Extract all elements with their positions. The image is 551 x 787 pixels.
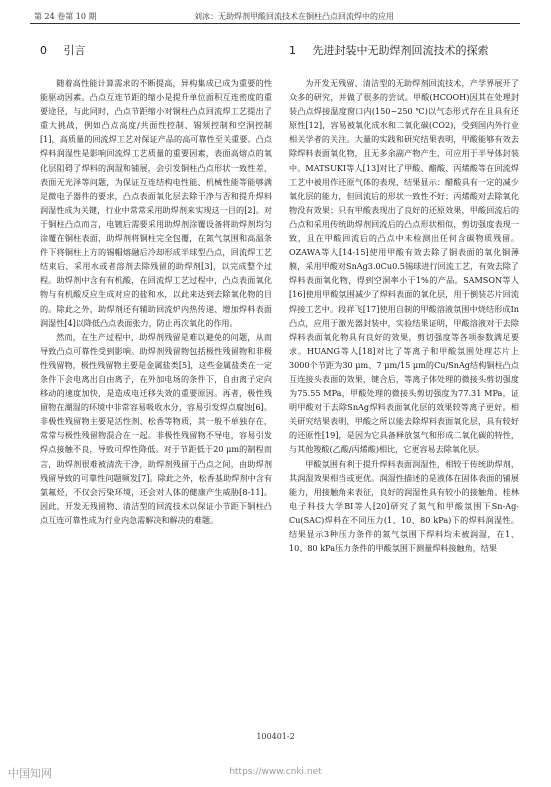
running-title: 刘冰：无助焊剂甲酸回流技术在铜柱凸点回流焊中的应用 [194,12,394,21]
section-title: 先进封装中无助焊剂回流技术的探索 [312,44,489,57]
left-column [40,44,272,527]
page-number: 100401-2 [256,732,295,741]
body-paragraph: 甲酸氛围有利于提升焊料表面润湿性，相较于传统助焊剂，其润湿效果相当或更优。润湿性描述的是液体在固体表面的铺展能力，用接触角来表征，良好的润湿性具有较小的接触角。桂林电子科技大学BI等人[20]研究了氮气和甲酸氛围下Sn-Ag-Cu(SAC)焊料在不同压力(1、10、80 kPa)下的焊料润湿性。结果显示3种压力条件的氮气氛围下焊料均未被润湿，在1、10、80 kPa压力条件的甲酸氛围下测量焊料接触角，结果 [289,458,519,554]
right-column [289,44,519,555]
section-number: 1 [289,44,296,57]
cnki-logo: 中国知网 [8,767,52,780]
section-heading-fluxless-reflow [289,44,519,58]
section-heading-introduction [40,44,272,58]
header-rule [30,23,520,24]
body-paragraph: 然而，在生产过程中，助焊剂残留是难以避免的问题，从而导致凸点可靠性受到影响。助焊剂残留物包括极性残留物和非极性残留物，极性残留物主要是金属盐类[5]，这些金属盐类在一定条件下会电离出自由离子，在外加电场的条件下，自由离子定向移动的速度加快，是造成电迁移失效的重要原因。再者，极性残留物在潮湿的环境中非常容易吸收水分，容易引发焊点腐蚀[6]。非极性残留物主要是活性剂、松香等物质，其一般不单独存在，常常与极性残留物混合在一起。非极性残留物不导电，容易引发焊点接触不良，导致可焊性降低。对于节距低于20 μm的制程而言，助焊剂很难被清洗干净，助焊剂残留于凸点之间，由助焊剂残留导致的可靠性问题频发[7]。除此之外，松香基助焊剂中含有氯氟烃，不仅会污染环境，还会对人体的健康产生威胁[8-11]。因此，开发无残留物、清洁型的回流技术以保证小节距下铜柱凸点互连可靠性成为行业内急需解决和解决的难题。 [40,331,272,525]
section-title: 引言 [63,44,86,57]
footer-url[interactable]: https://www.cnki.net [229,767,322,777]
section-number: 0 [40,44,47,57]
body-paragraph: 为开发无残留、清洁型的无助焊剂回流技术，产学界展开了众多的研究，并做了很多的尝试。甲酸(HCOOH)因其在处理封装凸点焊接温度窗口内(150~250 ℃)以气态形式存在且具有还原性[12]，容易被氧化成水和二氧化碳(CO2)，受到国内外行业相关学者的关注。大量的实践和研究结果表明，甲酸能够有效去除焊料表面氧化物，且无多余副产物产生，可应用于半导体封装中。MATSUKI等人[13]对比了甲酸、醋酸、丙烯酸等在回流焊工艺中被用作还原气体的表现，结果显示：醋酸具有一定的减少氧化层的能力，但回流后的形状一致性不好；丙烯酸对去除氧化物没有效果；只有甲酸表现出了良好的还原效果，甲酸回流后的凸点和采用传统助焊剂回流后的凸点形状相似，剪切强度表现一致，且在甲酸回流后的凸点中未检测出任何含碳物质残留。OZAWA等人[14-15]使用甲酸有效去除了铜表面的氧化铜薄膜，采用甲酸对SnAg3.0Cu0.5锡球进行回流工艺，有效去除了焊料表面氧化物，得到空洞率小于1%的产品。SAMSON等人[16]使用甲酸氛围减少了焊料表面的氧化层，用于倒装芯片回流焊接工艺中。段祥飞[17]使用自制的甲酸溶液氛围中烧结形成In凸点，应用于激光器封装中，实验结果证明，甲酸溶液对于去除焊料表面氧化物具有良好的效果，剪切强度等各项参数满足要求。HUANG等人[18]对比了等离子和甲酸氛围处理芯片上3000个节距为30 μm、7 μm/15 μm的Cu/SnAg结构铜柱凸点互连接头表面的效果，键合后，等离子体处理的微接头剪切强度为75.55 MPa，甲酸处理的微接头剪切强度为77.31 MPa，证明甲酸对于去除SnAg焊料表面氧化层的效果较等离子更好。相关研究结果表明，甲酸之所以能去除焊料表面氧化层，具有较好的还原性[19]，是因为它具备释放氢气和形成二氧化碳的特性，与其他羧酸(乙酸/丙烯酸)相比，它更容易去除氧化层。 [289,78,519,455]
footer [0,758,551,787]
running-header [30,8,520,24]
journal-issue: 第 24 卷第 10 期 [34,12,97,21]
body-paragraph: 随着高性能计算需求的不断提高，异构集成已成为重要的性能驱动因素。凸点互连节距的缩小是提升单位面积互连密度的重要途径，与此同时，凸点节距缩小对铜柱凸点回流焊工艺提出了重大挑战，例如凸点高度/共面性控制、锡须控制和空洞控制[1]，高质量的回流焊工艺对保证产品的高可靠性至关重要。凸点焊料润湿性是影响回流焊工艺质量的重要因素，表面高熔点的氧化层阻碍了焊料的润湿和铺展，会引发铜柱凸点形状一致性差、表面无光泽等问题，为保证互连结构电性能、机械性能等能够满足微电子器件的要求，凸点表面氧化层去除干净与否和提升焊料润湿性成为关键，行业中常常采用助焊剂来实现这一目的[2]。对于铜柱凸点而言，电镀后需要采用助焊剂涂覆设备将助焊剂均匀涂覆在铜柱表面，助焊剂将铜柱完全包覆，在氮气氛围和高温条件下将铜柱上方的锡帽熔融后冷却形成半球型凸点，回流焊工艺结束后，采用水或者溶剂去除残留的助焊剂[3]，以完成整个过程。助焊剂中含有有机酸，在回流焊工艺过程中，凸点表面氧化物与有机酸反应生成对应的盐和水，以此来达到去除氧化物的目的。除此之外，助焊剂还有辅助回流炉内热传递、增加焊料表面润湿性[4]以降低凸点表面张力，防止再次氧化的作用。 [40,78,272,328]
